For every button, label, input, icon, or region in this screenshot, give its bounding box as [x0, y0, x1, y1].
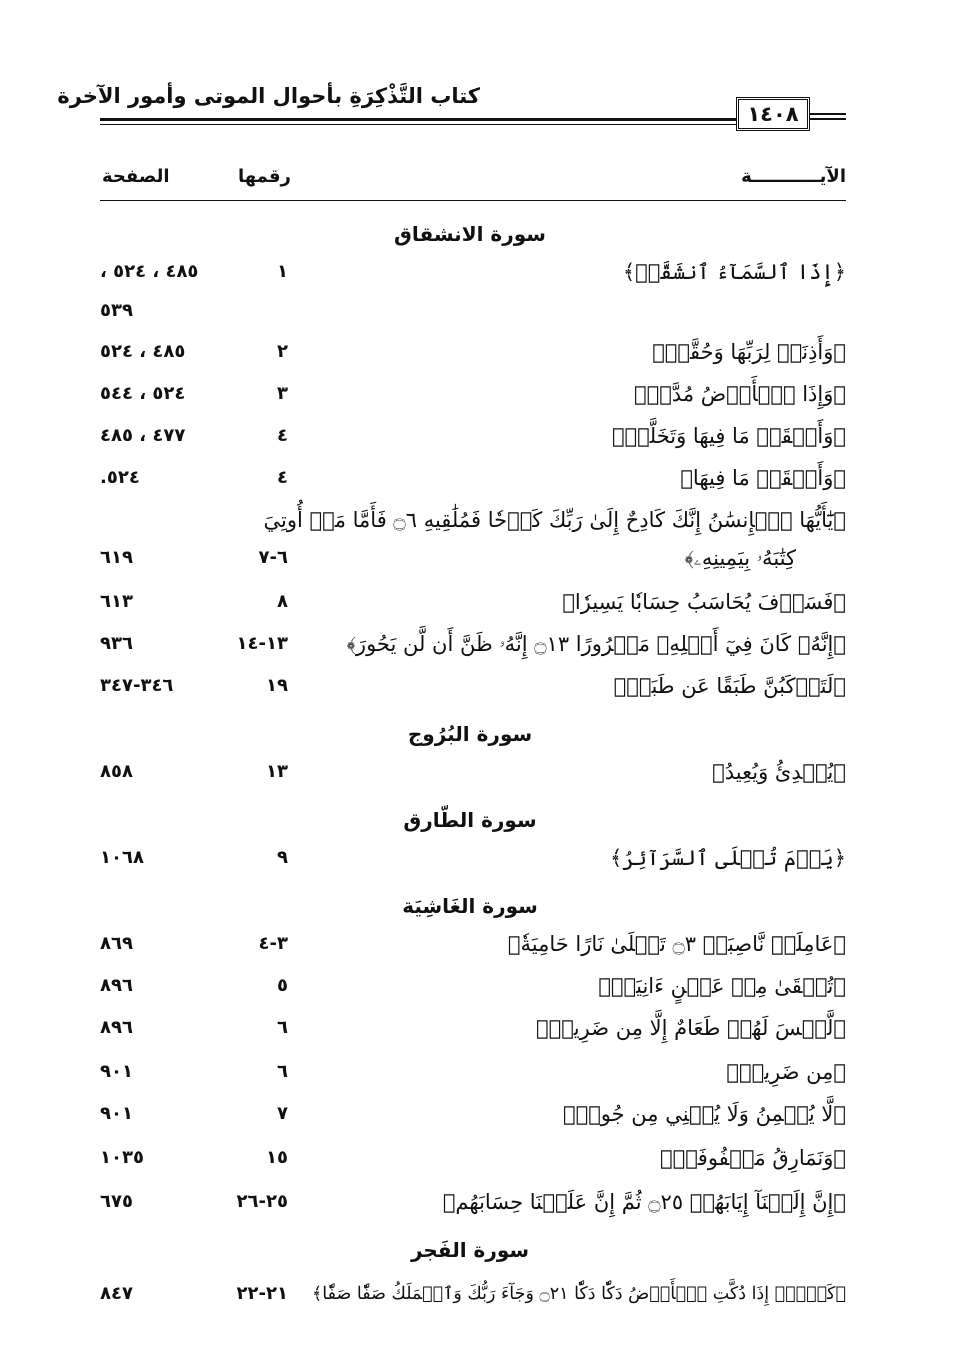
- page-refs: ٨٥٨: [100, 761, 133, 782]
- index-row: [100, 926, 846, 966]
- page-refs: ٨٩٦: [100, 1017, 133, 1038]
- verse-text: ﴿إِنَّهُۥ كَانَ فِيٓ أَهۡلِهِۦ مَسۡرُورًا ۝١٣ إِنَّهُۥ ظَنَّ أَن لَّن يَحُورَ﴾: [346, 632, 846, 656]
- verse-text: ﴿وَنَمَارِقُ مَصۡفُوفَةٞ﴾: [659, 1146, 846, 1170]
- verse-text: ﴿تُسۡقَىٰ مِنۡ عَيۡنٍ ءَانِيَةٖ﴾: [598, 974, 846, 998]
- surah-heading: سورة الفَجر: [410, 1238, 530, 1262]
- column-header-number: رقمها: [238, 166, 291, 187]
- book-title: كتاب التَّذْكِرَةِ بأحوال الموتى وأمور الآخرة: [57, 84, 480, 108]
- verse-number: ٣-٤: [258, 933, 288, 954]
- column-header-page: الصفحة: [102, 166, 170, 187]
- verse-number: ٥: [277, 975, 288, 996]
- page-number-rule: [810, 113, 846, 115]
- verse-number: ٤: [277, 425, 288, 446]
- index-row: [100, 418, 846, 458]
- index-row: [100, 1096, 846, 1136]
- page-refs: ٦١٩: [100, 547, 133, 568]
- verse-number: ١٩: [266, 675, 288, 696]
- index-row: [100, 840, 846, 880]
- verse-number: ٢١-٢٢: [236, 1283, 288, 1304]
- page-number: ١٤٠٨: [736, 97, 810, 131]
- verse-text: ﴿لَتَرۡكَبُنَّ طَبَقًا عَن طَبَقٖ﴾: [613, 674, 846, 698]
- verse-text-continued: كِتَٰبَهُۥ بِيَمِينِهِۦ﴾: [684, 546, 796, 570]
- column-header-aya: الآيـــــــــــة: [741, 166, 846, 187]
- verse-text: ﴿وَأَلۡقَتۡ مَا فِيهَا﴾: [680, 466, 846, 490]
- verse-text: ﴿إِذَا ٱلسَّمَآءُ ٱنشَقَّتۡ﴾: [622, 260, 846, 284]
- verse-text: ﴿إِنَّ إِلَيۡنَآ إِيَابَهُمۡ ۝٢٥ ثُمَّ إِنَّ عَلَيۡنَا حِسَابَهُم﴾: [442, 1190, 846, 1214]
- verse-number: ٨: [277, 591, 288, 612]
- page-refs: ١٠٦٨: [100, 847, 144, 868]
- index-row: [100, 668, 846, 708]
- index-row: [100, 1276, 846, 1316]
- verse-text: ﴿لَّيۡسَ لَهُمۡ طَعَامٌ إِلَّا مِن ضَرِيعٖ﴾: [536, 1016, 846, 1040]
- verse-number: ٧: [277, 1103, 288, 1124]
- verse-text: ﴿وَأَلۡقَتۡ مَا فِيهَا وَتَخَلَّتۡ﴾: [611, 424, 846, 448]
- verse-number: ٦-٧: [258, 547, 288, 568]
- page-refs: ٥٢٤ ، ٥٤٤: [100, 383, 186, 404]
- verse-text: ﴿فَسَوۡفَ يُحَاسَبُ حِسَابٗا يَسِيرٗا﴾: [562, 590, 846, 614]
- verse-text: ﴿وَإِذَا ٱلۡأَرۡضُ مُدَّتۡ﴾: [634, 382, 846, 406]
- index-row: [100, 1140, 846, 1180]
- surah-heading: سورة الانشقاق: [394, 222, 546, 246]
- verse-number: ١٣: [266, 761, 288, 782]
- verse-number: ١٥: [266, 1147, 288, 1168]
- index-row: [100, 626, 846, 666]
- page-refs: ٨٤٧: [100, 1283, 133, 1304]
- index-row: [100, 502, 846, 542]
- column-header-rule: [100, 200, 846, 201]
- verse-number: ٩: [277, 847, 288, 868]
- index-row: [100, 968, 846, 1008]
- page-refs: ٥٣٩: [100, 300, 133, 321]
- verse-text: ﴿لَّا يُسۡمِنُ وَلَا يُغۡنِي مِن جُوعٖ﴾: [562, 1102, 846, 1126]
- verse-text: ﴿وَأَذِنَتۡ لِرَبِّهَا وَحُقَّتۡ﴾: [652, 340, 846, 364]
- page-number-rule-lower: [810, 118, 846, 120]
- verse-number: ٣: [277, 383, 288, 404]
- header-rule: [100, 118, 736, 121]
- index-row: [100, 540, 846, 580]
- surah-heading: سورة الطّارق: [403, 808, 537, 832]
- verse-text: ﴿عَامِلَةٞ نَّاصِبَةٞ ۝٣ تَصۡلَىٰ نَارًا حَامِيَةٗ﴾: [507, 932, 846, 956]
- page-refs: ٨٦٩: [100, 933, 133, 954]
- page-refs: ٤٨٥ ، ٥٢٤ ،: [100, 261, 199, 282]
- verse-number: ٦: [277, 1061, 288, 1082]
- page-refs: ٩٠١: [100, 1061, 133, 1082]
- verse-number: ٢: [277, 341, 288, 362]
- verse-number: ٢٥-٢٦: [236, 1191, 288, 1212]
- index-row: [100, 460, 846, 500]
- verse-text: ﴿كَلَّآۖ إِذَا دُكَّتِ ٱلۡأَرۡضُ دَكّٗا دَكّٗا ۝٢١ وَجَآءَ رَبُّكَ وَٱلۡمَلَكُ صَفّٗا صَفّٗا﴾: [312, 1284, 846, 1304]
- surah-heading: سورة الغَاشِيَة: [402, 894, 538, 918]
- page-refs: ٣٤٦-٣٤٧: [100, 675, 174, 696]
- page-refs: ٨٩٦: [100, 975, 133, 996]
- index-row: [100, 754, 846, 794]
- index-row: [100, 334, 846, 374]
- surah-heading: سورة البُرُوج: [407, 722, 533, 746]
- index-row: [100, 1010, 846, 1050]
- page-refs: ٦١٣: [100, 591, 133, 612]
- page-refs: ٩٠١: [100, 1103, 133, 1124]
- verse-text: ﴿يُبۡدِئُ وَيُعِيدُ﴾: [712, 760, 846, 784]
- page-refs: ٩٣٦: [100, 633, 133, 654]
- index-row: [100, 254, 846, 294]
- verse-text: ﴿يَٰٓأَيُّهَا ٱلۡإِنسَٰنُ إِنَّكَ كَادِحٌ إِلَىٰ رَبِّكَ كَدۡحٗا فَمُلَٰقِيهِ ۝٦ فَأَمَّا مَنۡ أُوتِيَ: [263, 508, 846, 532]
- index-row: [100, 376, 846, 416]
- page-refs: ٤٧٧ ، ٤٨٥: [100, 425, 186, 446]
- page-refs: ٤٨٥ ، ٥٢٤: [100, 341, 186, 362]
- verse-number: ١: [277, 261, 288, 282]
- verse-text: ﴿يَوۡمَ تُبۡلَى ٱلسَّرَآئِرُ﴾: [609, 846, 846, 870]
- page-refs: ٥٢٤.: [100, 467, 140, 488]
- verse-number: ٦: [277, 1017, 288, 1038]
- index-row: [100, 584, 846, 624]
- index-row: [100, 1054, 846, 1094]
- page-refs: ٦٧٥: [100, 1191, 133, 1212]
- header-rule-thin: [100, 124, 736, 125]
- index-row: [100, 1184, 846, 1224]
- verse-number: ١٣-١٤: [236, 633, 288, 654]
- page-refs: ١٠٣٥: [100, 1147, 144, 1168]
- index-row: [100, 293, 846, 333]
- verse-text: ﴿مِن ضَرِيعٖ﴾: [726, 1060, 846, 1084]
- verse-number: ٤: [277, 467, 288, 488]
